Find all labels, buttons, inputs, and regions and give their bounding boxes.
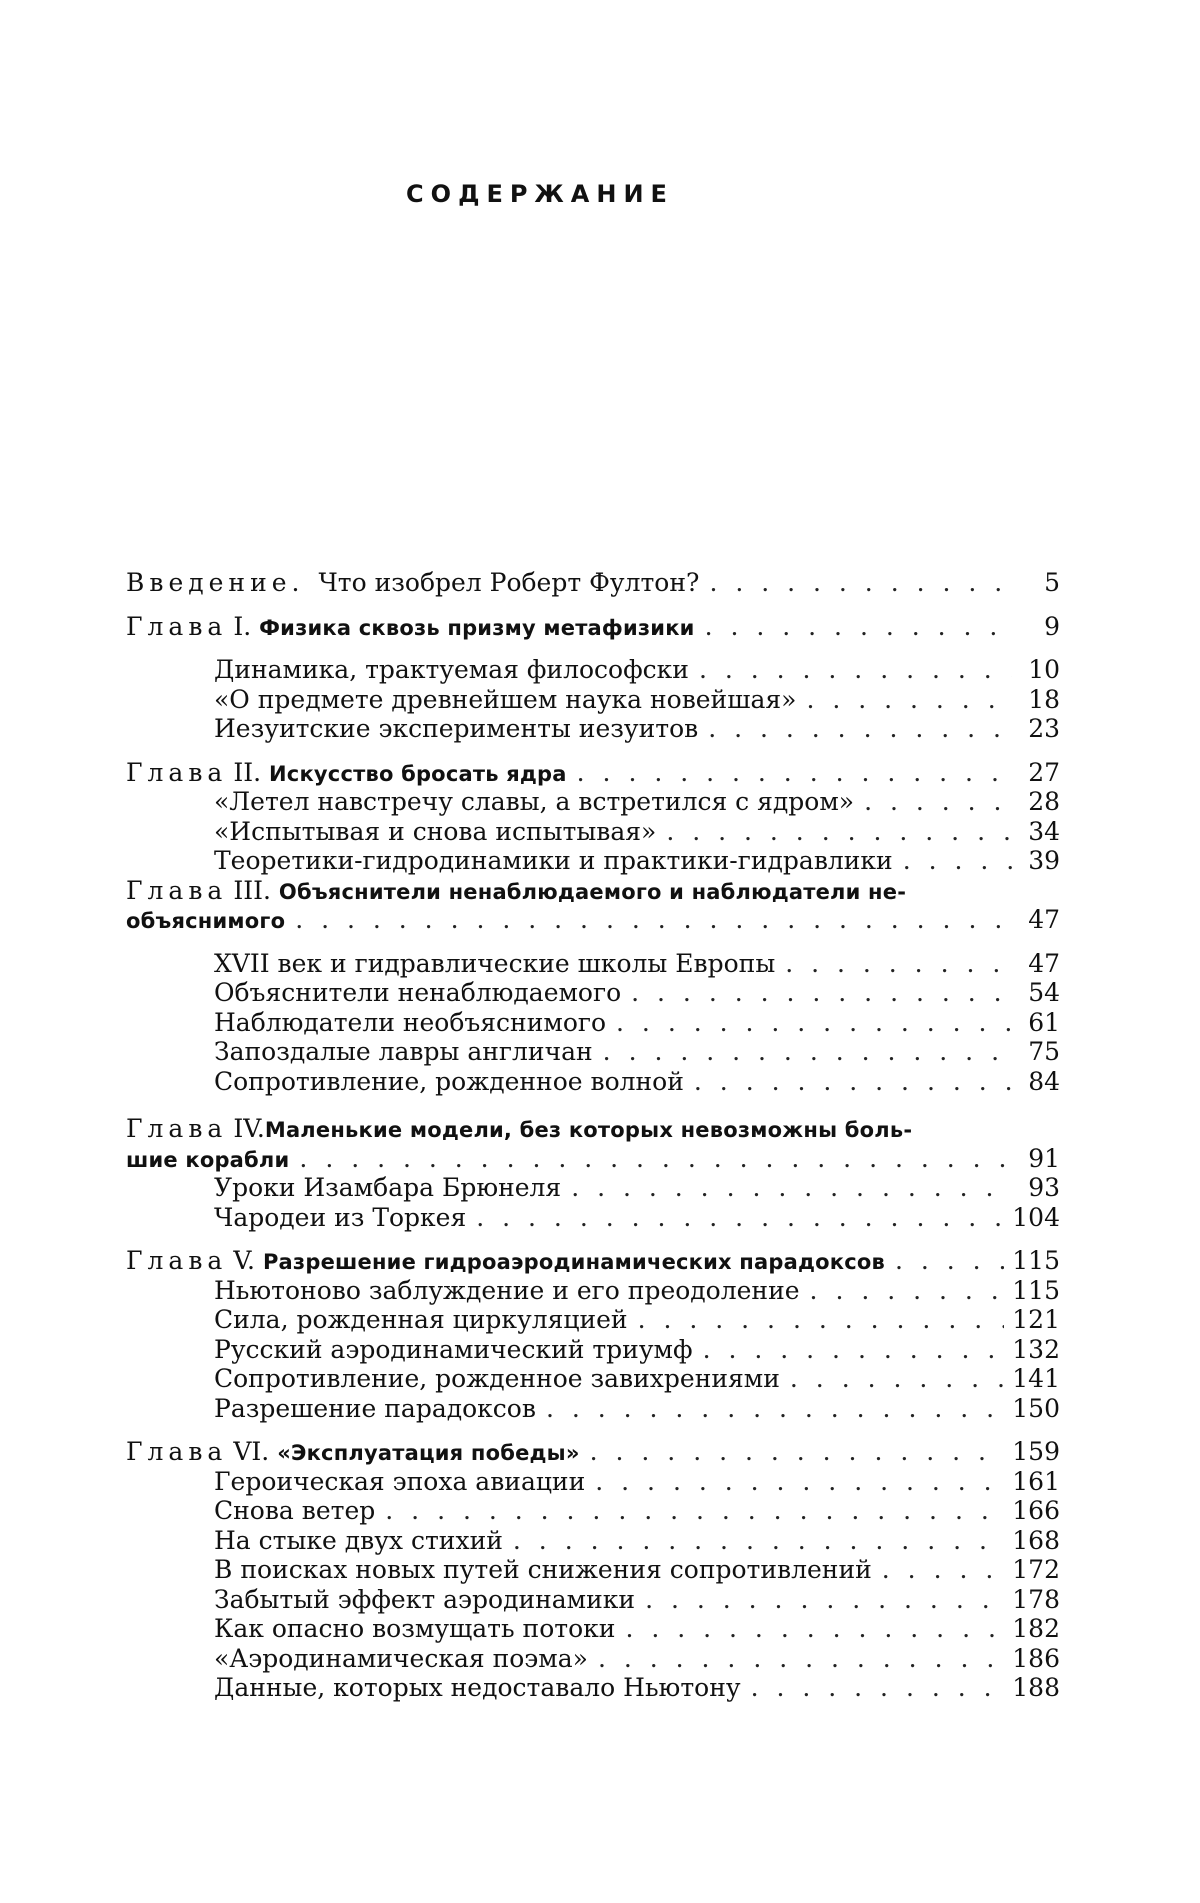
chapter-label: Глава [126,611,228,641]
item-title: «Аэродинамическая поэма» [214,1643,588,1673]
toc-item[interactable] [126,1614,1060,1644]
page-number: 121 [1012,1305,1060,1334]
page-number: 115 [1012,1275,1060,1305]
chapter-label: Глава [126,875,228,905]
toc-item[interactable] [126,1496,1060,1526]
dot-leader [895,1246,1004,1276]
dot-leader [513,1526,1004,1556]
entry-label: Введение. [126,568,305,597]
chapter-title-line-2: объяснимого [126,909,286,933]
toc-item[interactable] [126,1335,1060,1365]
toc-item[interactable] [126,787,1060,817]
dot-leader [806,685,1012,715]
item-title: Динамика, трактуемая философски [214,655,689,684]
item-title: На стыке двух стихий [214,1525,503,1555]
item-title: «О предмете древнейшем наука новейшая» [214,684,797,714]
toc-chapter-3[interactable] [126,876,1060,935]
toc-item[interactable] [126,1526,1060,1556]
item-title: Теоретики-гидродинамики и практики-гидравлики [214,846,893,875]
item-title: Наблюдатели необъяснимого [214,1007,607,1037]
dot-leader [299,1144,1012,1174]
page-number: 159 [1012,1437,1060,1466]
item-title: Запоздалые лавры англичан [214,1037,593,1066]
dot-leader [699,655,1012,685]
page-number: 54 [1028,978,1060,1007]
item-title: Сила, рожденная циркуляцией [214,1305,628,1334]
page-number: 84 [1028,1066,1060,1096]
page-number: 23 [1028,714,1060,743]
toc-item[interactable] [126,1276,1060,1306]
page-number: 132 [1012,1334,1060,1364]
dot-leader [590,1437,1005,1467]
page-number: 47 [1028,948,1060,978]
chapter-label: Глава [126,1246,228,1275]
chapter-number: V. [233,1246,255,1275]
page-number: 166 [1012,1496,1060,1525]
dot-leader [616,1008,1012,1038]
dot-leader [603,1037,1012,1067]
page-number: 186 [1012,1643,1060,1673]
page-number: 150 [1012,1393,1060,1423]
dot-leader [785,949,1012,979]
toc-item[interactable] [126,685,1060,715]
toc-entry-intro[interactable] [126,568,1060,598]
chapter-number: II. [233,757,262,787]
toc-item[interactable] [126,1467,1060,1497]
dot-leader [631,978,1012,1008]
dot-leader [694,1067,1012,1097]
toc-chapter-6[interactable] [126,1437,1060,1467]
page-number: 161 [1012,1466,1060,1496]
item-title: Сопротивление, рожденное волной [214,1066,684,1096]
dot-leader [385,1496,1004,1526]
dot-leader [476,1203,1004,1233]
toc-item[interactable] [126,949,1060,979]
toc-item[interactable] [126,1037,1060,1067]
page-number: 178 [1012,1584,1060,1614]
toc-item[interactable] [126,1067,1060,1097]
page-number: 39 [1028,846,1060,875]
item-title: Объяснители ненаблюдаемого [214,978,622,1007]
dot-leader [295,905,1012,935]
page-number: 104 [1012,1202,1060,1232]
dot-leader [810,1276,1005,1306]
item-title: Ньютоново заблуждение и его преодоление [214,1275,800,1305]
toc-item[interactable] [126,1305,1060,1335]
toc-item[interactable] [126,1394,1060,1424]
page-title: СОДЕРЖАНИЕ [406,180,674,208]
entry-title: Что изобрел Роберт Фултон? [318,568,700,597]
dot-leader [666,817,1012,847]
toc-chapter-4[interactable] [126,1114,1060,1173]
dot-leader [546,1394,1004,1424]
page-number: 34 [1028,816,1060,846]
dot-leader [790,1364,1004,1394]
item-title: «Летел навстречу славы, а встретился с ядром» [214,787,855,816]
toc-item[interactable] [126,655,1060,685]
chapter-label: Глава [126,1437,228,1466]
chapter-title: Разрешение гидроаэродинамических парадоксов [262,1250,885,1274]
item-title: Иезуитские эксперименты иезуитов [214,714,699,743]
item-title: Сопротивление, рожденное завихрениями [214,1364,780,1393]
dot-leader [709,568,1012,598]
chapter-title: Искусство бросать ядра [269,761,567,786]
dot-leader [638,1305,1005,1335]
chapter-label: Глава [126,757,228,787]
item-title: Данные, которых недоставало Ньютону [214,1673,741,1702]
page-number: 10 [1028,655,1060,684]
dot-leader [703,1335,1005,1365]
page-number: 28 [1028,787,1060,816]
item-title: Героическая эпоха авиации [214,1466,586,1496]
toc-chapter-5[interactable] [126,1246,1060,1276]
dot-leader [882,1555,1005,1585]
toc-item[interactable] [126,1364,1060,1394]
page-number: 172 [1012,1555,1060,1584]
item-title: XVII век и гидравлические школы Европы [214,948,776,978]
page-number: 27 [1028,757,1060,787]
page-number: 47 [1028,905,1060,934]
page-number: 188 [1012,1673,1060,1702]
item-title: В поисках новых путей снижения сопротивлений [214,1555,872,1584]
item-title: Снова ветер [214,1496,376,1525]
toc-chapter-2[interactable] [126,758,1060,788]
table-of-contents [126,568,1060,1703]
toc-item[interactable] [126,817,1060,847]
dot-leader [625,1614,1004,1644]
item-title: Русский аэродинамический триумф [214,1334,693,1364]
item-title: Чародеи из Торкея [214,1202,467,1232]
dot-leader [705,612,1012,642]
chapter-number: I. [233,611,252,641]
dot-leader [645,1585,1004,1615]
toc-item[interactable] [126,978,1060,1008]
page-number: 93 [1028,1173,1060,1202]
item-title: Как опасно возмущать потоки [214,1614,616,1643]
chapter-label: Глава [126,1114,228,1143]
dot-leader [864,787,1012,817]
toc-item[interactable] [126,714,1060,744]
page-number: 182 [1012,1614,1060,1643]
item-title: «Испытывая и снова испытывая» [214,816,657,846]
page-number: 115 [1012,1246,1060,1275]
dot-leader [751,1673,1005,1703]
page-number: 5 [1044,568,1060,597]
toc-item[interactable] [126,1644,1060,1674]
page-number: 9 [1044,611,1060,641]
dot-leader [708,714,1012,744]
chapter-number: VI. [233,1437,270,1466]
dot-leader [571,1173,1012,1203]
page-number: 61 [1028,1007,1060,1037]
page-number: 75 [1028,1037,1060,1066]
dot-leader [595,1467,1004,1497]
page-number: 141 [1012,1364,1060,1393]
dot-leader [598,1644,1004,1674]
toc-chapter-1[interactable] [126,612,1060,642]
chapter-title-line-1: Объяснители ненаблюдаемого и наблюдатели не- [278,879,907,904]
toc-item[interactable] [126,846,1060,876]
toc-item[interactable] [126,1008,1060,1038]
toc-item[interactable] [126,1173,1060,1203]
toc-item[interactable] [126,1585,1060,1615]
dot-leader [577,758,1012,788]
item-title: Забытый эффект аэродинамики [214,1584,636,1614]
page-number: 18 [1028,684,1060,714]
page-number: 91 [1028,1143,1060,1173]
page-number: 168 [1012,1525,1060,1555]
item-title: Уроки Изамбара Брюнеля [214,1173,562,1202]
chapter-number: III. [233,875,271,905]
chapter-title-line-2: шие корабли [126,1147,290,1172]
item-title: Разрешение парадоксов [214,1393,536,1423]
dot-leader [903,846,1012,876]
toc-item[interactable] [126,1673,1060,1703]
chapter-number: IV. [233,1114,265,1143]
toc-item[interactable] [126,1203,1060,1233]
chapter-title: Физика сквозь призму метафизики [259,615,695,640]
chapter-title: «Эксплуатация победы» [277,1441,580,1465]
toc-item[interactable] [126,1555,1060,1585]
chapter-title-line-1: Маленькие модели, без которых невозможны боль- [264,1118,913,1142]
